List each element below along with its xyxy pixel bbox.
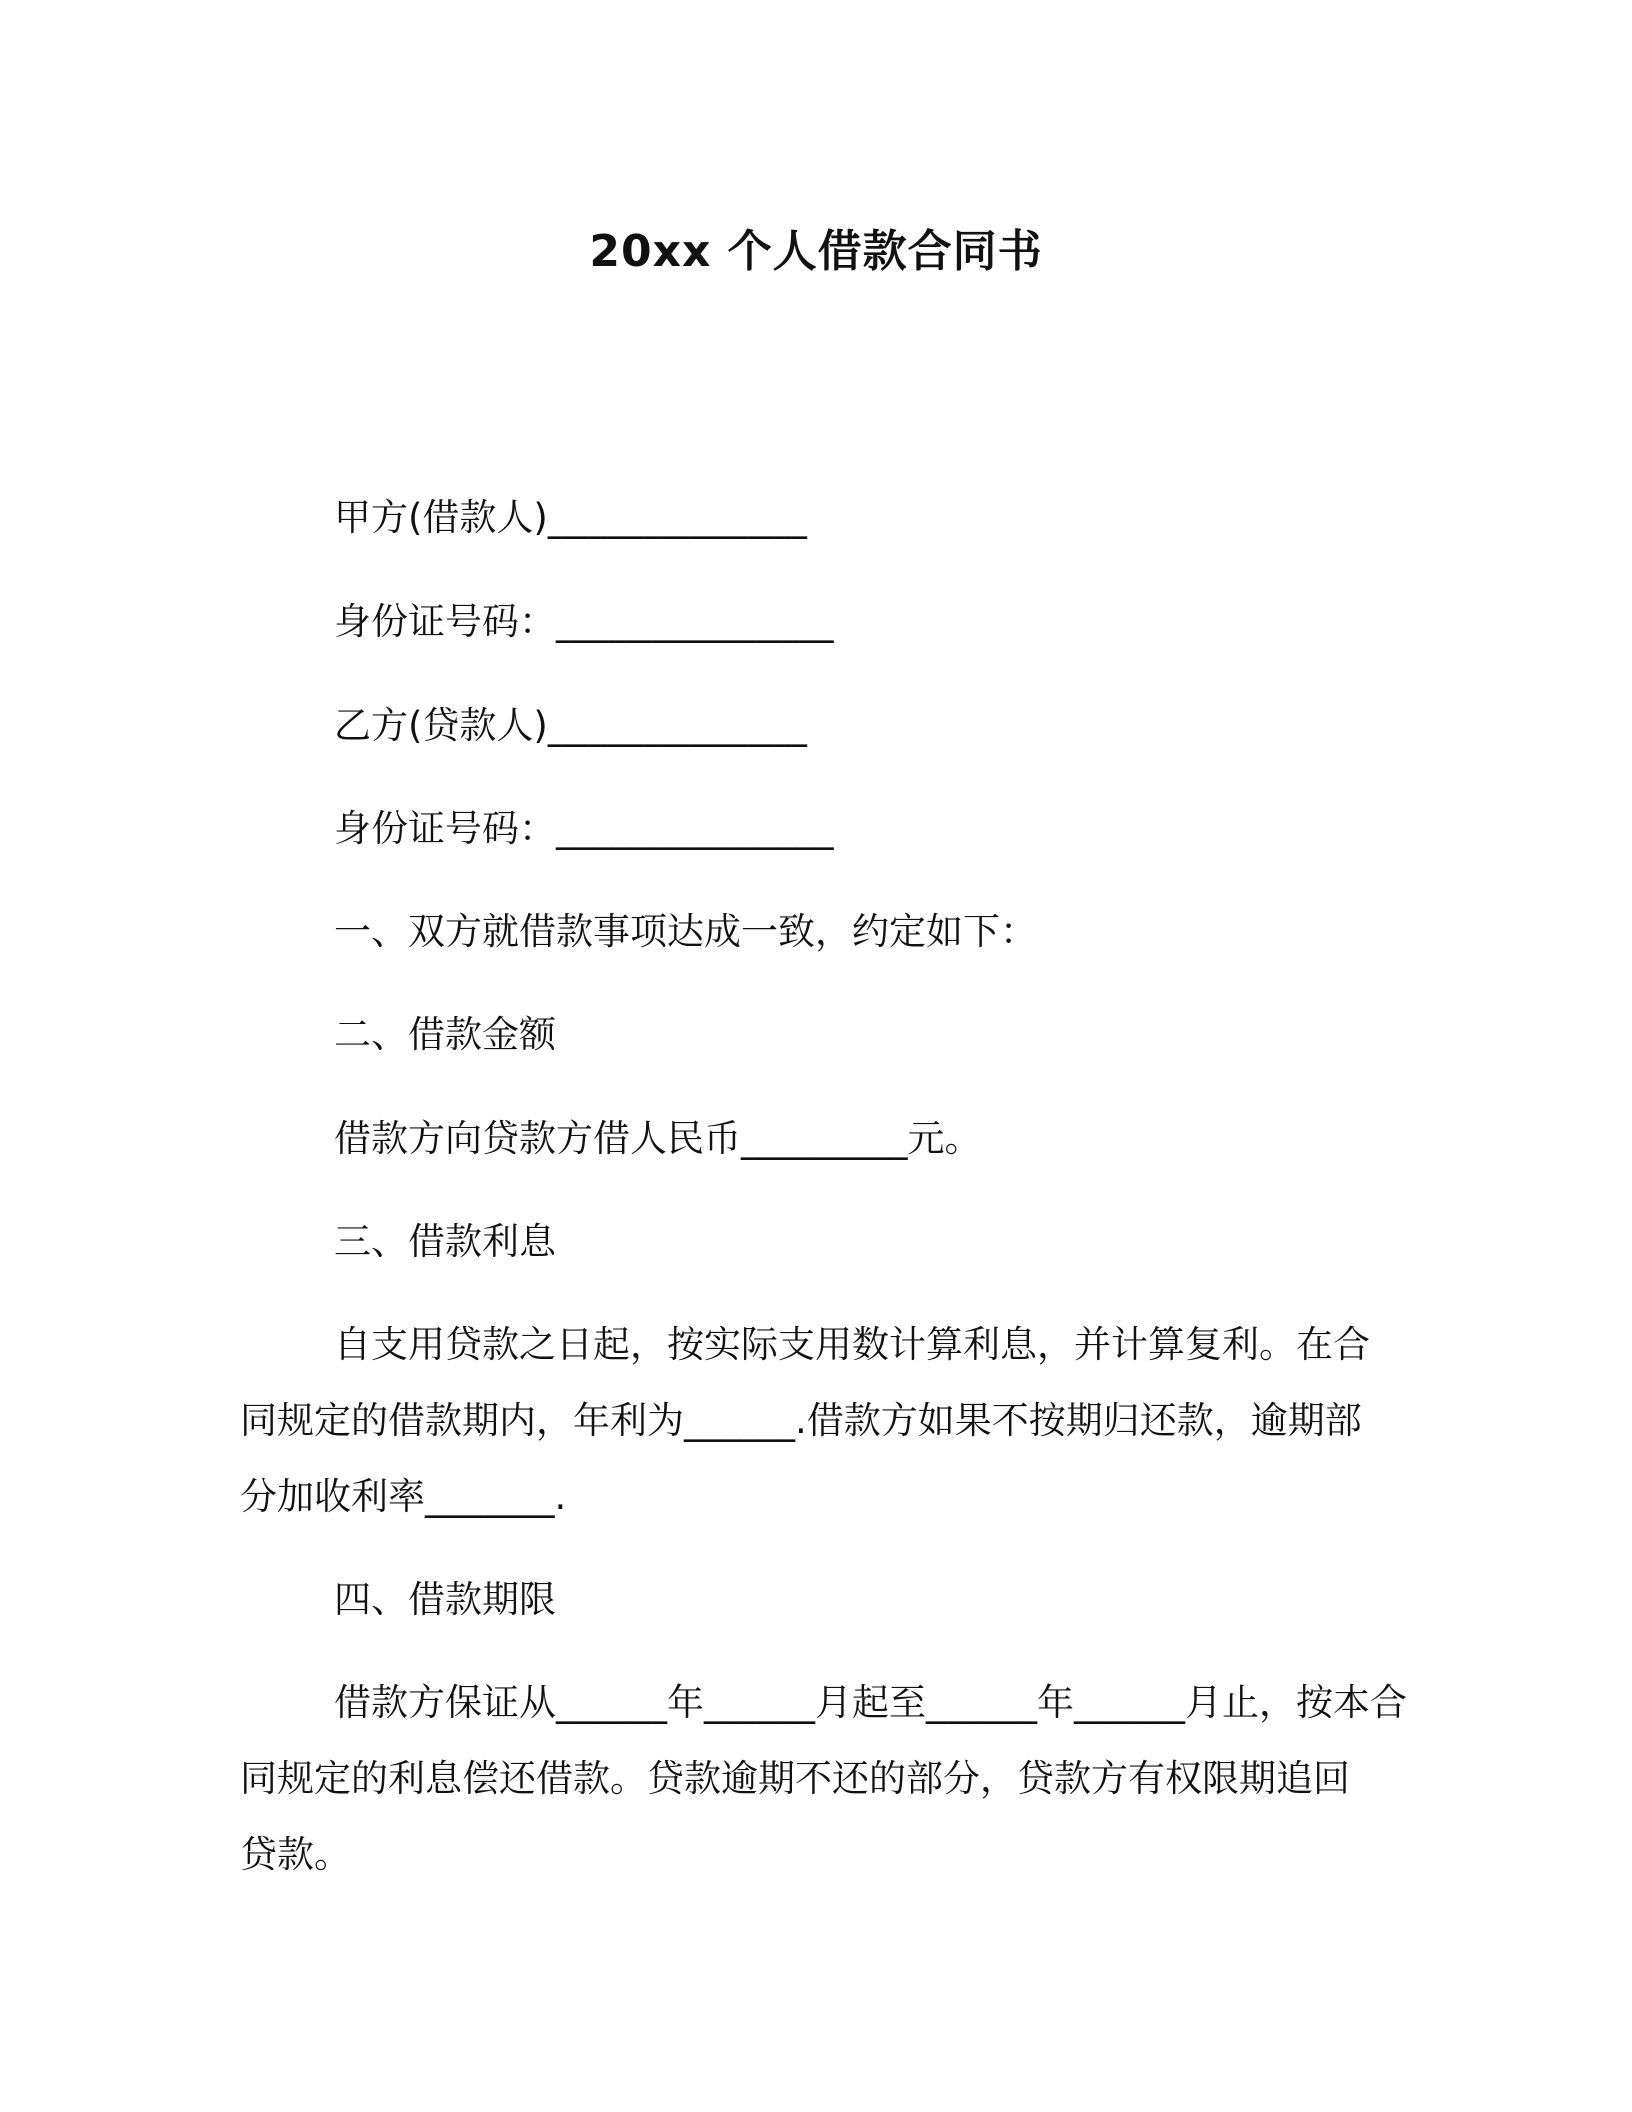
- section-3-heading: 三、借款利息: [334, 1220, 556, 1263]
- loan-amount-paragraph: 借款方向贷款方借人民币_________元。: [334, 1117, 982, 1160]
- interest-paragraph-line-1: 自支用贷款之日起，按实际支用数计算利息，并计算复利。在合: [334, 1323, 1370, 1366]
- party-b-lender-line: 乙方(贷款人)______________: [334, 704, 807, 747]
- section-4-heading: 四、借款期限: [334, 1578, 556, 1621]
- party-a-id-number-line: 身份证号码：_______________: [334, 600, 834, 643]
- interest-paragraph-line-3: 分加收利率_______.: [240, 1475, 567, 1518]
- section-1-heading: 一、双方就借款事项达成一致，约定如下：: [334, 910, 1037, 953]
- party-a-borrower-line: 甲方(借款人)______________: [334, 496, 807, 539]
- document-title: 20xx 个人借款合同书: [589, 226, 1043, 277]
- section-2-heading: 二、借款金额: [334, 1013, 556, 1056]
- interest-paragraph-line-2: 同规定的借款期内，年利为______.借款方如果不按期归还款，逾期部: [240, 1399, 1362, 1442]
- term-paragraph-line-3: 贷款。: [240, 1833, 351, 1876]
- party-b-id-number-line: 身份证号码：_______________: [334, 807, 834, 850]
- term-paragraph-line-1: 借款方保证从______年______月起至______年______月止，按本合: [334, 1681, 1407, 1724]
- term-paragraph-line-2: 同规定的利息偿还借款。贷款逾期不还的部分，贷款方有权限期追回: [240, 1757, 1350, 1800]
